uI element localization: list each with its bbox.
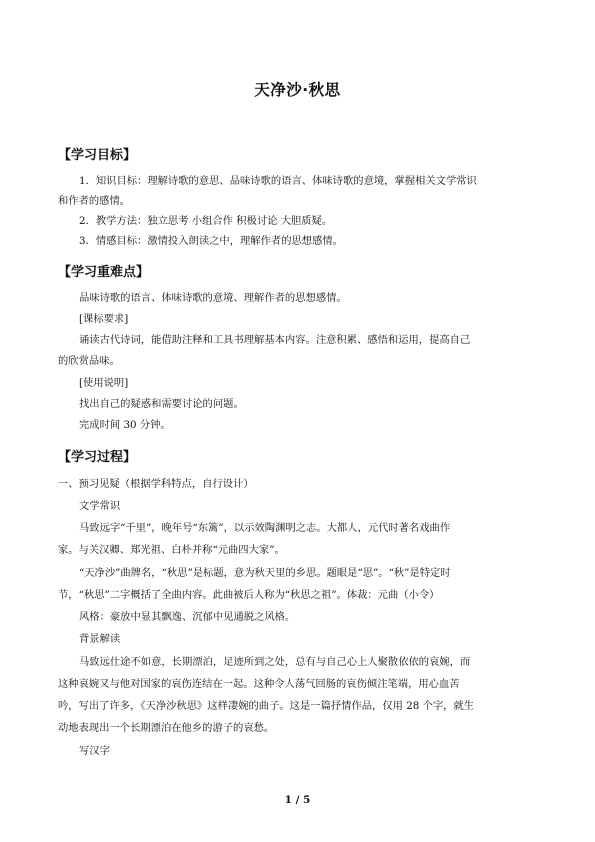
title-explain-line-2: 节，“秋思”二字概括了全曲内容。此曲被后人称为“秋思之祖”。体裁：元曲（小令） [58, 589, 440, 601]
goal-1-line-1: 1．知识目标：理解诗歌的意思、品味诗歌的语言、体味诗歌的意境，掌握相关文学常识 [79, 175, 477, 187]
title-explain-line-1: “天净沙”曲牌名，“秋思”是标题，意为秋天里的乡思。题眼是“思”。“秋”是特定时 [79, 567, 451, 579]
document-title: 天净沙·秋思 [254, 81, 341, 99]
process-step-1: 一、预习见疑（根据学科特点，自行设计） [58, 478, 254, 490]
background-line-4: 动地表现出一个长期漂泊在他乡的游子的哀愁。 [58, 722, 275, 734]
goal-1-line-2: 和作者的感情。 [58, 195, 131, 207]
usage-line-1: 找出自己的疑惑和需要讨论的问题。 [79, 398, 244, 410]
background-label: 背景解读 [79, 633, 121, 645]
literary-knowledge-label: 文学常识 [79, 500, 121, 512]
usage-line-2: 完成时间 30 分钟。 [79, 419, 171, 431]
style-text: 风格：豪放中显其飘逸、沉郁中见通脱之风格。 [79, 611, 296, 623]
literary-knowledge-line-2: 家。与关汉卿、郑光祖、白朴并称“元曲四大家”。 [58, 544, 285, 556]
write-characters-label: 写汉字 [79, 745, 110, 757]
curriculum-req-line-2: 的欣赏品味。 [58, 355, 120, 367]
section-heading-goals: 【学习目标】 [58, 148, 137, 163]
difficulty-text: 品味诗歌的语言、体味诗歌的意境、理解作者的思想感情。 [79, 292, 347, 304]
page-number: 1 / 5 [284, 794, 311, 806]
background-line-3: 吟，写出了许多，《天净沙秋思》这样凄婉的曲子。这是一篇抒情作品，仅用 28 个字，就生 [58, 700, 475, 712]
usage-label: [使用说明] [79, 377, 129, 389]
curriculum-req-line-1: 诵读古代诗词，能借助注释和工具书理解基本内容。注意积累、感悟和运用，提高自己 [79, 334, 471, 346]
section-heading-process: 【学习过程】 [58, 450, 137, 465]
curriculum-req-label: [课标要求] [79, 313, 129, 325]
goal-3: 3．情感目标：激情投入朗读之中，理解作者的思想感情。 [79, 235, 343, 247]
literary-knowledge-line-1: 马致远字“千里”，晚年号“东篱”，以示效陶渊明之志。大都人，元代时著名戏曲作 [79, 522, 451, 534]
background-line-1: 马致远仕途不如意，长期漂泊，足迹所到之处，总有与自己心上人聚散依依的哀婉，而 [79, 656, 471, 668]
background-line-2: 这种哀婉又与他对国家的哀伤连结在一起。这种令人荡气回肠的哀伤倾注笔端，用心血苦 [58, 678, 460, 690]
section-heading-difficulty: 【学习重难点】 [58, 265, 150, 280]
goal-2: 2．教学方法：独立思考 小组合作 积极讨论 大胆质疑。 [79, 215, 333, 227]
